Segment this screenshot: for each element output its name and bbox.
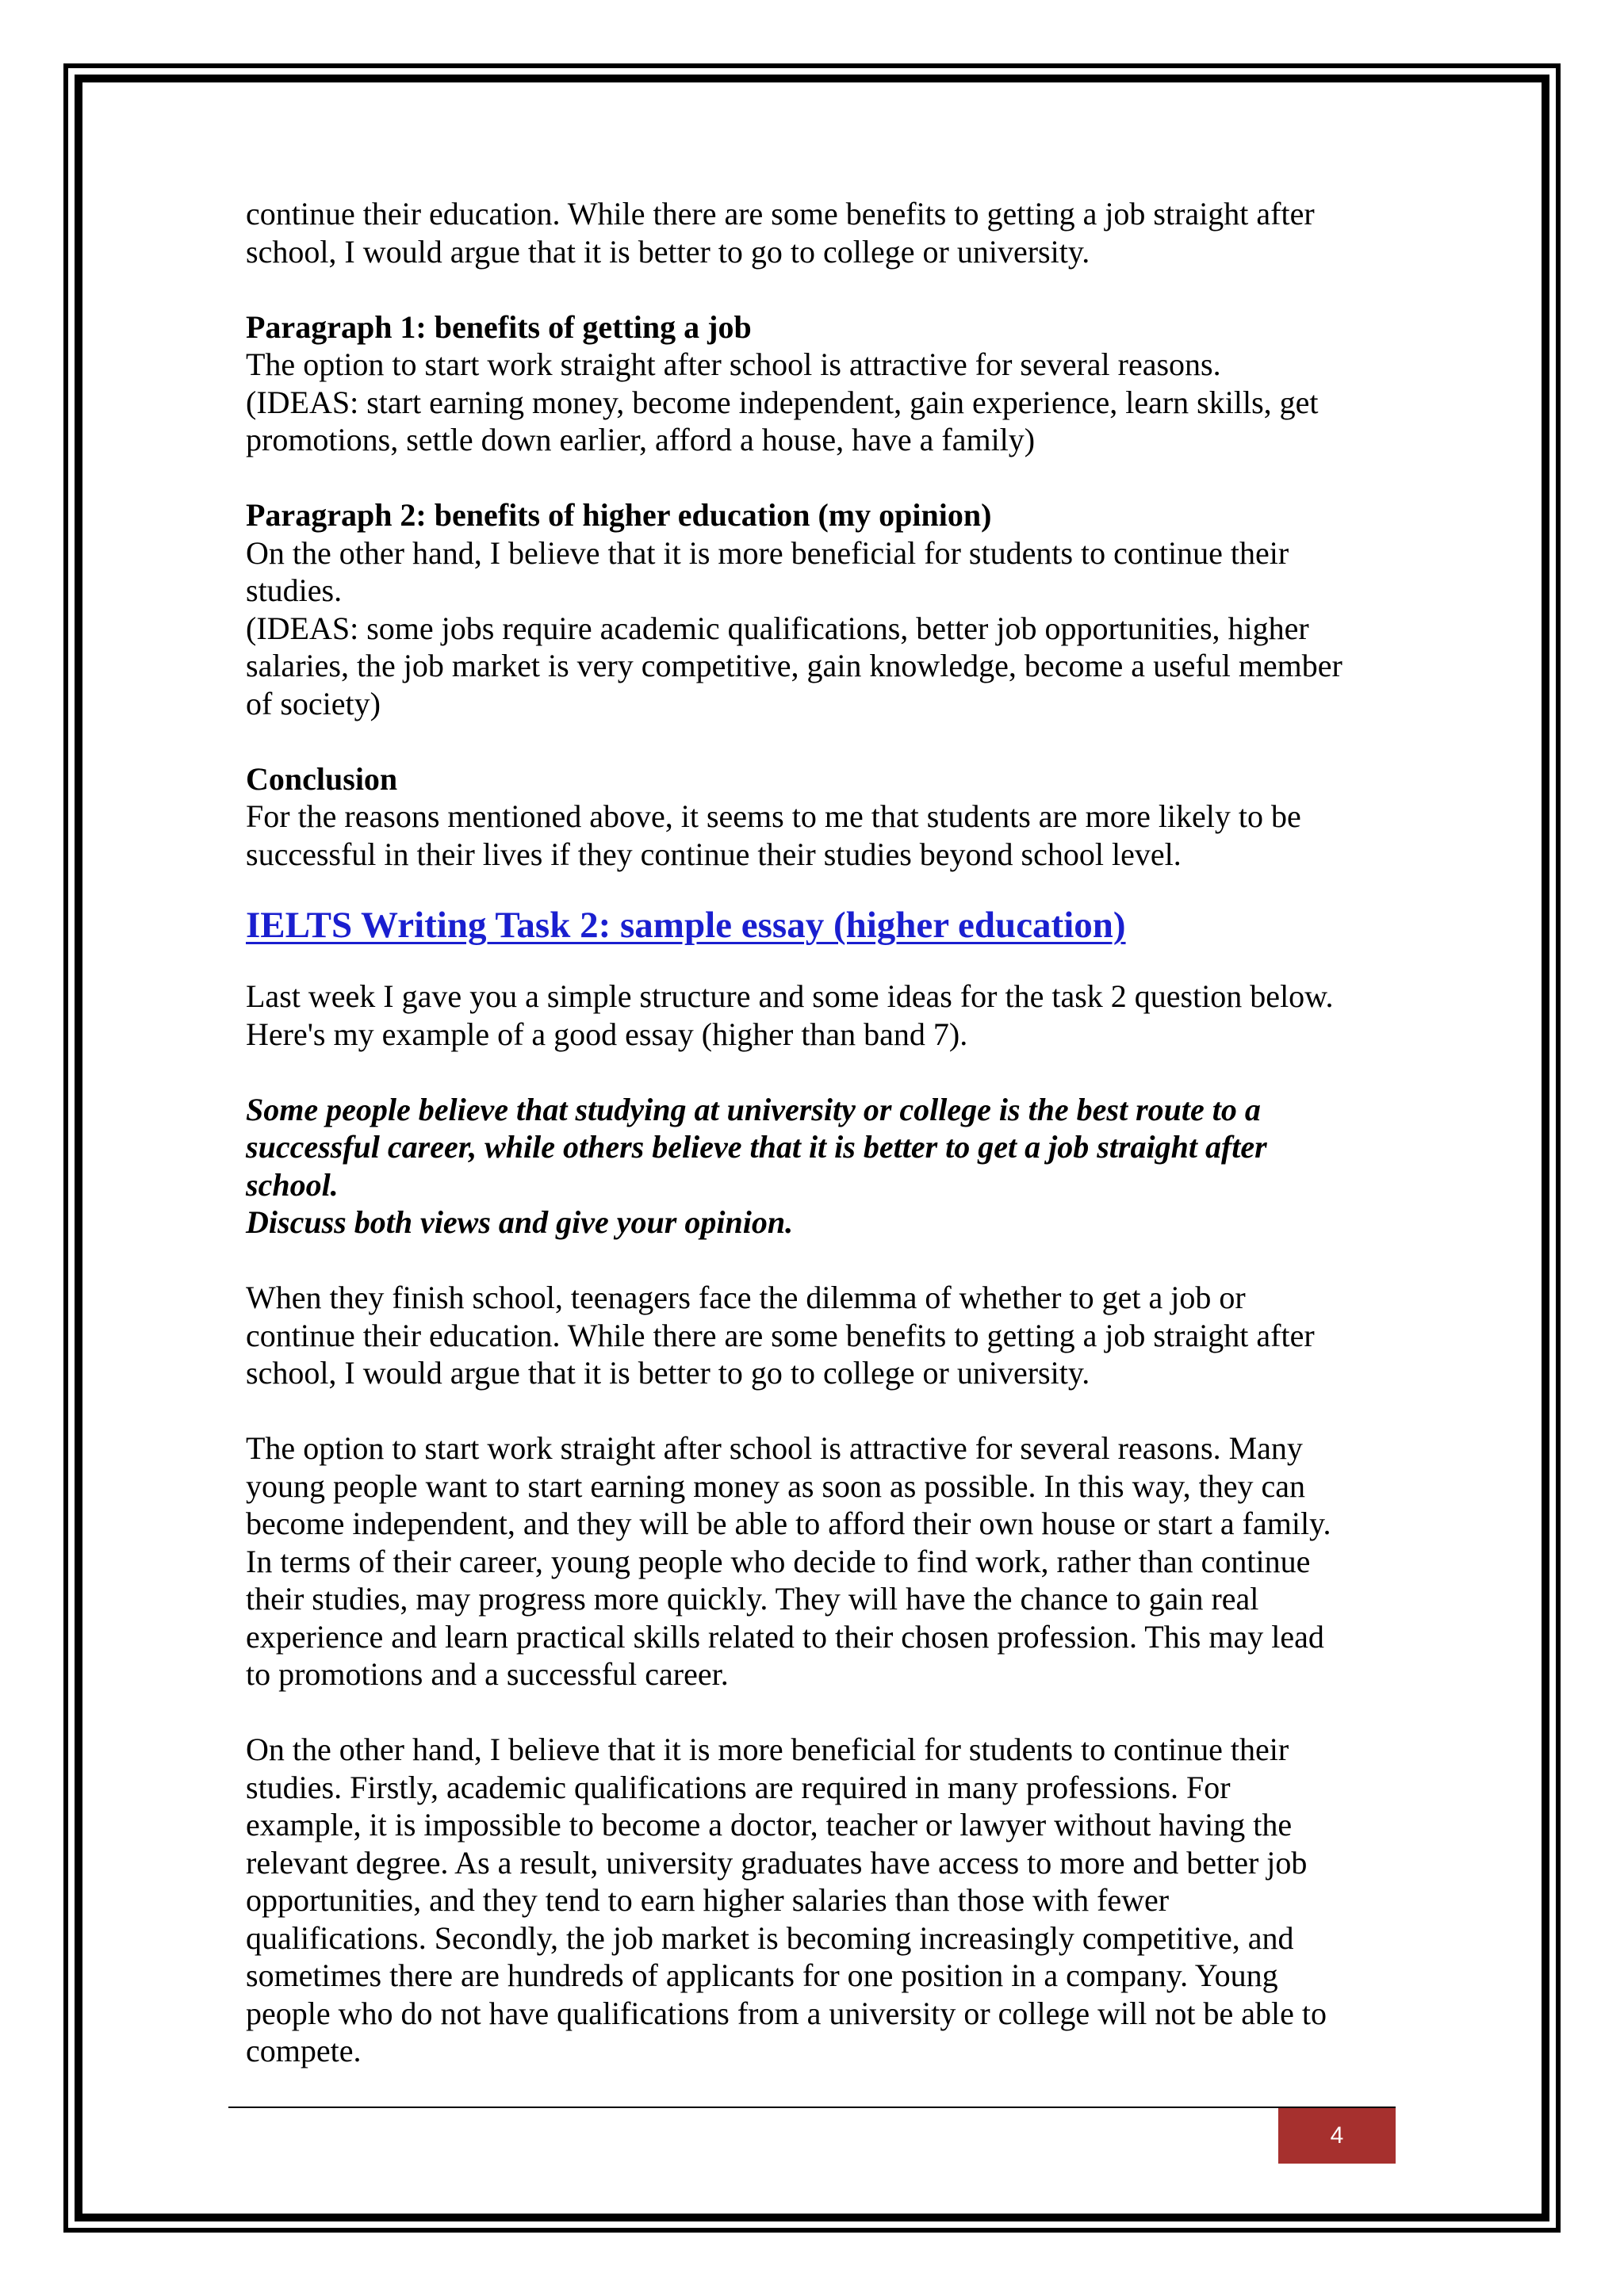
text-line: school, I would argue that it is better to go to college or university. bbox=[246, 233, 1090, 270]
text-line: For the reasons mentioned above, it seems to me that students are more likely to be bbox=[246, 798, 1301, 834]
text-line: Last week I gave you a simple structure and some ideas for the task 2 question below. bbox=[246, 978, 1334, 1014]
text-line: young people want to start earning money as soon as possible. In this way, they can bbox=[246, 1468, 1306, 1504]
text-line: example, it is impossible to become a doctor, teacher or lawyer without having the bbox=[246, 1807, 1293, 1843]
text-line: On the other hand, I believe that it is more beneficial for students to continue their bbox=[246, 534, 1289, 571]
text-line: Here's my example of a good essay (higher than band 7). bbox=[246, 1016, 968, 1052]
essay-introduction bbox=[246, 1279, 1388, 1392]
conclusion-heading: Conclusion bbox=[246, 760, 398, 797]
text-line: qualifications. Secondly, the job market is becoming increasingly competitive, and bbox=[246, 1919, 1294, 1956]
question-line: school. bbox=[246, 1166, 339, 1203]
text-line: studies. bbox=[246, 572, 343, 608]
text-line: to promotions and a successful career. bbox=[246, 1656, 729, 1692]
text-line: (IDEAS: start earning money, become independent, gain experience, learn skills, get bbox=[246, 384, 1319, 420]
page-number: 4 bbox=[1330, 2122, 1344, 2149]
text-line: promotions, settle down earlier, afford a house, have a family) bbox=[246, 422, 1036, 457]
question-instruction: Discuss both views and give your opinion. bbox=[246, 1204, 794, 1240]
text-line: On the other hand, I believe that it is more beneficial for students to continue their bbox=[246, 1732, 1289, 1767]
text-line: relevant degree. As a result, university graduates have access to more and better job bbox=[246, 1844, 1308, 1881]
paragraph-2-outline bbox=[246, 496, 1388, 722]
text-line: successful in their lives if they continue their studies beyond school level. bbox=[246, 836, 1182, 872]
text-line: salaries, the job market is very competitive, gain knowledge, become a useful member bbox=[246, 648, 1342, 683]
text-line: (IDEAS: some jobs require academic qualifications, better job opportunities, higher bbox=[246, 610, 1309, 646]
footer-divider bbox=[228, 2107, 1396, 2108]
text-line: continue their education. While there are some benefits to getting a job straight after bbox=[246, 196, 1315, 232]
essay-body-paragraph-2 bbox=[246, 1731, 1388, 2070]
text-line: sometimes there are hundreds of applicants for one position in a company. Young bbox=[246, 1957, 1278, 1993]
text-line: continue their education. While there are some benefits to getting a job straight after bbox=[246, 1317, 1315, 1353]
text-line: opportunities, and they tend to earn higher salaries than those with fewer bbox=[246, 1882, 1170, 1918]
sample-essay-title-link[interactable]: IELTS Writing Task 2: sample essay (higher education) bbox=[246, 905, 1126, 946]
paragraph-2-heading: Paragraph 2: benefits of higher education (my opinion) bbox=[246, 497, 992, 533]
text-line: experience and learn practical skills related to their chosen profession. This may lead bbox=[246, 1618, 1324, 1655]
paragraph-1-outline bbox=[246, 308, 1388, 459]
text-line: compete. bbox=[246, 2033, 362, 2068]
essay-body-paragraph-1 bbox=[246, 1429, 1388, 1693]
text-line: of society) bbox=[246, 685, 381, 721]
text-line: When they finish school, teenagers face the dilemma of whether to get a job or bbox=[246, 1280, 1246, 1315]
text-line: The option to start work straight after school is attractive for several reasons. bbox=[246, 346, 1221, 382]
conclusion-outline bbox=[246, 760, 1388, 874]
sample-essay-intro bbox=[246, 978, 1388, 1053]
paragraph-1-heading: Paragraph 1: benefits of getting a job bbox=[246, 308, 752, 345]
essay-question bbox=[246, 1091, 1388, 1242]
text-line: In terms of their career, young people who decide to find work, rather than continue bbox=[246, 1543, 1311, 1579]
text-line: studies. Firstly, academic qualifications are required in many professions. For bbox=[246, 1769, 1231, 1805]
document-body bbox=[246, 195, 1388, 2070]
text-line: The option to start work straight after school is attractive for several reasons. Many bbox=[246, 1430, 1303, 1466]
question-line: Some people believe that studying at university or college is the best route to a bbox=[246, 1091, 1261, 1127]
text-line: school, I would argue that it is better to go to college or university. bbox=[246, 1355, 1090, 1391]
intro-continuation bbox=[246, 195, 1388, 270]
question-line: successful career, while others believe that it is better to get a job straight after bbox=[246, 1129, 1267, 1165]
page-number-badge bbox=[1278, 2108, 1396, 2164]
text-line: people who do not have qualifications from a university or college will not be able to bbox=[246, 1995, 1327, 2031]
text-line: become independent, and they will be able to afford their own house or start a family. bbox=[246, 1506, 1331, 1541]
text-line: their studies, may progress more quickly. They will have the chance to gain real bbox=[246, 1581, 1259, 1617]
